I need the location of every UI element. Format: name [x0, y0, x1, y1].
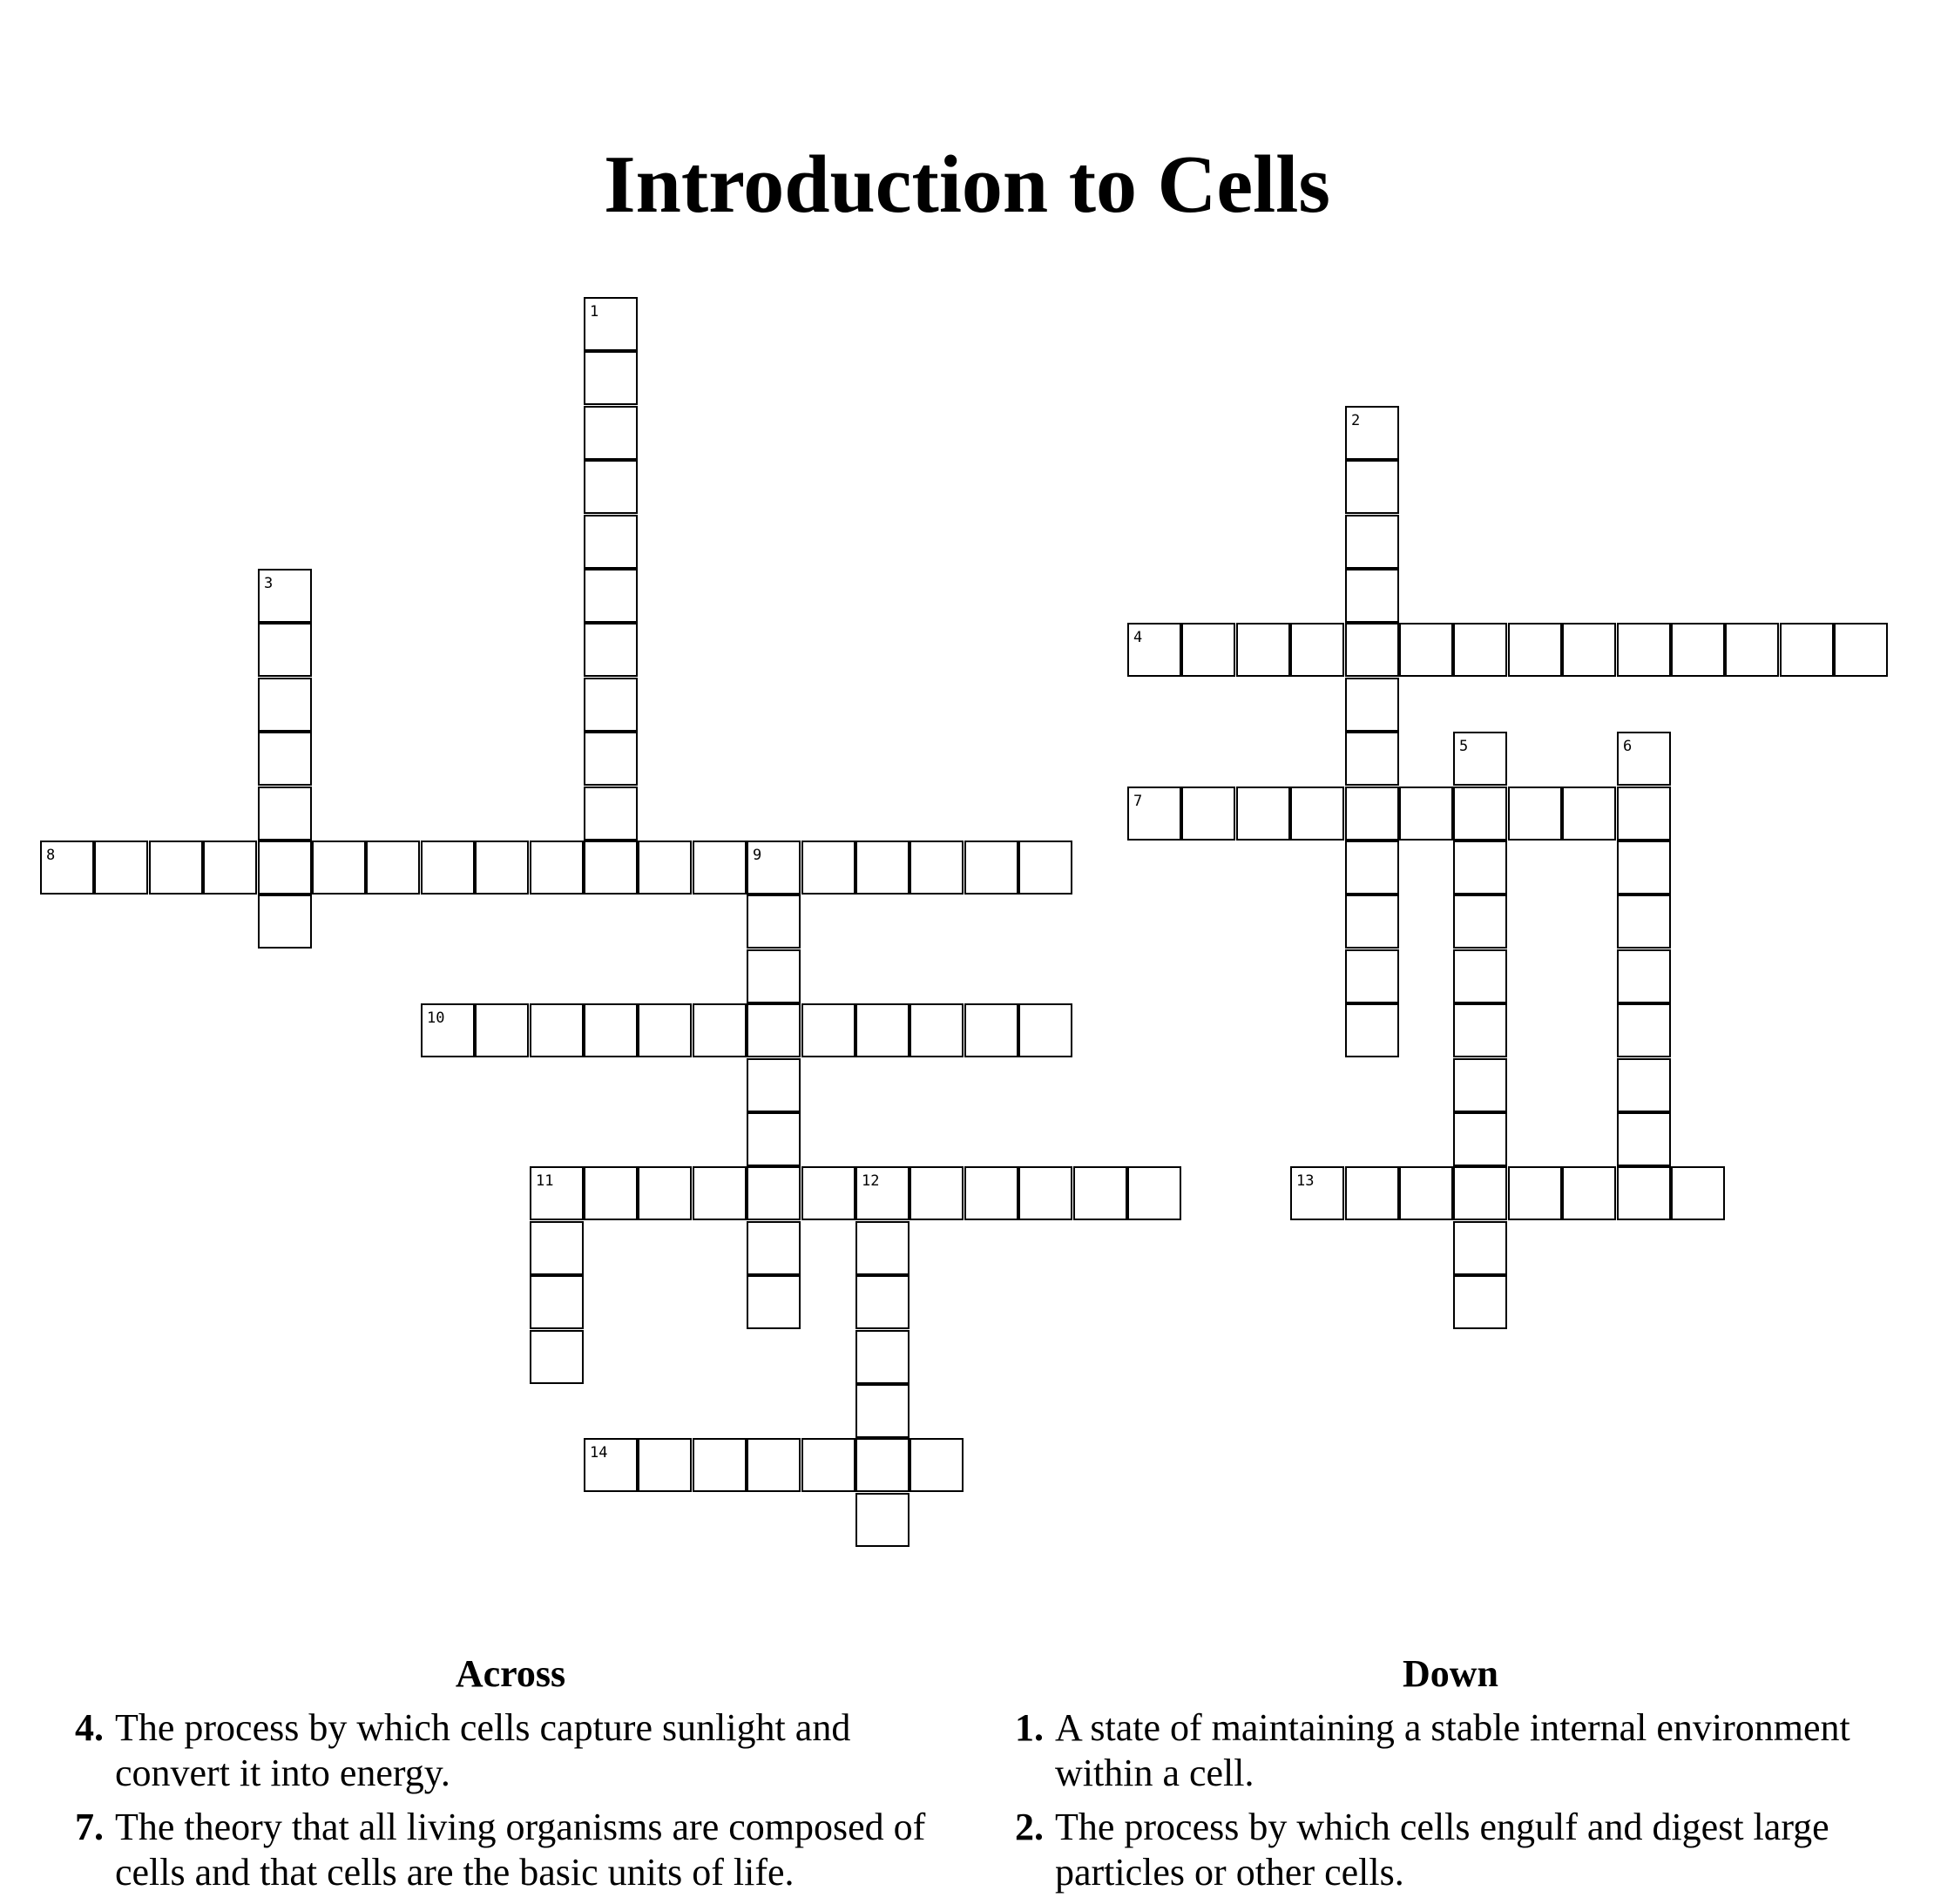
crossword-cell[interactable] [638, 1166, 692, 1220]
crossword-cell[interactable] [855, 1221, 910, 1275]
crossword-cell[interactable] [584, 787, 638, 841]
crossword-cell[interactable] [855, 1384, 910, 1438]
crossword-cell[interactable] [693, 841, 747, 895]
crossword-cell[interactable] [1345, 841, 1399, 895]
crossword-cell[interactable] [1453, 732, 1507, 786]
crossword-cell[interactable] [1453, 623, 1507, 677]
crossword-cell[interactable] [638, 1438, 692, 1492]
crossword-cell[interactable] [1562, 1166, 1616, 1220]
down-heading: Down [1402, 1652, 1499, 1695]
crossword-cell[interactable] [910, 1166, 964, 1220]
crossword-cell[interactable] [584, 297, 638, 351]
crossword-cell[interactable] [1453, 787, 1507, 841]
crossword-cell[interactable] [855, 1166, 910, 1220]
crossword-cell[interactable] [1453, 1112, 1507, 1166]
crossword-cell[interactable] [1345, 949, 1399, 1003]
clue-number-label: 14 [590, 1444, 608, 1462]
crossword-cell[interactable] [94, 841, 148, 895]
crossword-cell[interactable] [747, 1166, 801, 1220]
crossword-cell[interactable] [584, 1166, 638, 1220]
crossword-cell[interactable] [1236, 787, 1290, 841]
crossword-cell[interactable] [1345, 623, 1399, 677]
crossword-cell[interactable] [584, 460, 638, 514]
crossword-cell[interactable] [855, 841, 910, 895]
clue-number-label: 10 [427, 1009, 445, 1027]
crossword-cell[interactable] [584, 1438, 638, 1492]
crossword-cell[interactable] [1562, 787, 1616, 841]
crossword-cell[interactable] [747, 895, 801, 949]
crossword-cell[interactable] [530, 1330, 584, 1384]
crossword-cell[interactable] [1345, 1166, 1399, 1220]
crossword-cell[interactable] [1399, 623, 1453, 677]
crossword-cell[interactable] [1453, 895, 1507, 949]
crossword-cell[interactable] [638, 841, 692, 895]
crossword-cell[interactable] [1508, 623, 1562, 677]
clue-number-label: 8 [46, 847, 56, 864]
crossword-cell[interactable] [1345, 732, 1399, 786]
crossword-cell[interactable] [584, 732, 638, 786]
clue-number: 4. [75, 1706, 104, 1749]
crossword-cell[interactable] [747, 841, 801, 895]
crossword-cell[interactable] [910, 1438, 964, 1492]
crossword-cell[interactable] [1018, 1166, 1072, 1220]
crossword-cell[interactable] [1018, 841, 1072, 895]
crossword-cell[interactable] [1671, 623, 1725, 677]
crossword-cell[interactable] [1399, 1166, 1453, 1220]
crossword-cell[interactable] [801, 1003, 855, 1057]
crossword-cell[interactable] [1617, 895, 1671, 949]
crossword-cell[interactable] [1617, 1112, 1671, 1166]
crossword-cell[interactable] [1345, 406, 1399, 460]
crossword-cell[interactable] [1617, 949, 1671, 1003]
crossword-cell[interactable] [801, 841, 855, 895]
crossword-cell[interactable] [530, 841, 584, 895]
crossword-cell[interactable] [421, 1003, 475, 1057]
crossword-cell[interactable] [258, 678, 312, 732]
crossword-cell[interactable] [584, 515, 638, 569]
crossword-cell[interactable] [1236, 623, 1290, 677]
crossword-cell[interactable] [747, 949, 801, 1003]
crossword-cell[interactable] [366, 841, 420, 895]
crossword-cell[interactable] [258, 841, 312, 895]
clue-number-label: 7 [1133, 793, 1143, 810]
crossword-cell[interactable] [584, 678, 638, 732]
clue-number: 7. [75, 1806, 104, 1848]
crossword-cell[interactable] [530, 1221, 584, 1275]
crossword-cell[interactable] [1345, 895, 1399, 949]
clue-text: The process by which cells capture sunlight and convert it into energy. [115, 1706, 851, 1794]
crossword-cell[interactable] [1127, 1166, 1181, 1220]
across-clues [75, 1652, 946, 1904]
crossword-cell[interactable] [910, 841, 964, 895]
crossword-cell[interactable] [421, 841, 475, 895]
crossword-cell[interactable] [1562, 623, 1616, 677]
crossword-cell[interactable] [1345, 569, 1399, 623]
crossword-cell[interactable] [584, 406, 638, 460]
clue-number-label: 4 [1133, 629, 1143, 646]
crossword-cell[interactable] [1073, 1166, 1127, 1220]
crossword-cell[interactable] [1508, 787, 1562, 841]
clue-text: A state of maintaining a stable internal environment within a cell. [1055, 1706, 1850, 1794]
crossword-cell[interactable] [1617, 1058, 1671, 1112]
crossword-cell[interactable] [693, 1438, 747, 1492]
crossword-cell[interactable] [964, 841, 1018, 895]
clue-down-2 [1015, 1805, 1886, 1895]
crossword-cell[interactable] [584, 623, 638, 677]
clue-number-label: 6 [1623, 738, 1633, 755]
crossword-cell[interactable] [1345, 460, 1399, 514]
crossword-cell[interactable] [1290, 787, 1344, 841]
crossword-cell[interactable] [1725, 623, 1779, 677]
crossword-cell[interactable] [1453, 1166, 1507, 1220]
crossword-cell[interactable] [40, 841, 94, 895]
clue-number-label: 13 [1296, 1172, 1315, 1190]
crossword-cell[interactable] [530, 1166, 584, 1220]
crossword-cell[interactable] [1453, 1275, 1507, 1329]
crossword-cell[interactable] [475, 841, 529, 895]
crossword-cell[interactable] [747, 1275, 801, 1329]
crossword-cell[interactable] [584, 351, 638, 405]
crossword-cell[interactable] [1345, 678, 1399, 732]
clue-number: 1. [1015, 1706, 1044, 1749]
crossword-cell[interactable] [258, 732, 312, 786]
crossword-cell[interactable] [747, 1221, 801, 1275]
crossword-cell[interactable] [149, 841, 203, 895]
crossword-cell[interactable] [1453, 1058, 1507, 1112]
crossword-cell[interactable] [1617, 1166, 1671, 1220]
crossword-cell[interactable] [964, 1003, 1018, 1057]
clue-number-label: 3 [264, 575, 274, 592]
crossword-cell[interactable] [855, 1275, 910, 1329]
crossword-cell[interactable] [747, 1438, 801, 1492]
crossword-cell[interactable] [1181, 623, 1235, 677]
crossword-cell[interactable] [258, 623, 312, 677]
crossword-cell[interactable] [584, 1003, 638, 1057]
crossword-cell[interactable] [584, 841, 638, 895]
crossword-cell[interactable] [801, 1166, 855, 1220]
crossword-cell[interactable] [1018, 1003, 1072, 1057]
page-title: Introduction to Cells [604, 139, 1330, 230]
crossword-cell[interactable] [1127, 623, 1181, 677]
crossword-cell[interactable] [693, 1003, 747, 1057]
crossword-cell[interactable] [747, 1058, 801, 1112]
crossword-cell[interactable] [1290, 1166, 1344, 1220]
clue-number-label: 11 [536, 1172, 554, 1190]
crossword-cell[interactable] [530, 1003, 584, 1057]
crossword-cell[interactable] [1453, 1221, 1507, 1275]
crossword-cell[interactable] [584, 569, 638, 623]
clue-number-label: 2 [1351, 412, 1361, 429]
crossword-cell[interactable] [964, 1166, 1018, 1220]
crossword-cell[interactable] [910, 1003, 964, 1057]
clue-number-label: 9 [753, 847, 762, 864]
crossword-cell[interactable] [1508, 1166, 1562, 1220]
clue-text: The process by which cells engulf and digest large particles or other cells. [1055, 1806, 1829, 1894]
crossword-cell[interactable] [1617, 787, 1671, 841]
crossword-cell[interactable] [312, 841, 366, 895]
clue-number: 2. [1015, 1806, 1044, 1848]
crossword-cell[interactable] [1617, 732, 1671, 786]
clue-across-4 [75, 1705, 946, 1796]
crossword-cell[interactable] [475, 1003, 529, 1057]
clue-number-label: 1 [590, 303, 599, 321]
crossword-cell[interactable] [1834, 623, 1888, 677]
crossword-cell[interactable] [855, 1438, 910, 1492]
crossword-cell[interactable] [855, 1493, 910, 1547]
crossword-cell[interactable] [530, 1275, 584, 1329]
crossword-cell[interactable] [1345, 515, 1399, 569]
crossword-cell[interactable] [1399, 787, 1453, 841]
crossword-cell[interactable] [747, 1003, 801, 1057]
crossword-cell[interactable] [1780, 623, 1834, 677]
crossword-cell[interactable] [1345, 787, 1399, 841]
crossword-cell[interactable] [258, 895, 312, 949]
crossword-cell[interactable] [1671, 1166, 1725, 1220]
crossword-cell[interactable] [855, 1003, 910, 1057]
crossword-cell[interactable] [258, 569, 312, 623]
crossword-cell[interactable] [1453, 1003, 1507, 1057]
crossword-cell[interactable] [1127, 787, 1181, 841]
crossword-cell[interactable] [855, 1330, 910, 1384]
crossword-cell[interactable] [1617, 841, 1671, 895]
crossword-cell[interactable] [638, 1003, 692, 1057]
clue-down-1 [1015, 1705, 1886, 1796]
crossword-cell[interactable] [203, 841, 257, 895]
crossword-cell[interactable] [258, 787, 312, 841]
crossword-cell[interactable] [1290, 623, 1344, 677]
crossword-cell[interactable] [1181, 787, 1235, 841]
crossword-cell[interactable] [1617, 623, 1671, 677]
across-heading: Across [455, 1652, 566, 1695]
crossword-cell[interactable] [1453, 949, 1507, 1003]
crossword-cell[interactable] [747, 1112, 801, 1166]
crossword-cell[interactable] [693, 1166, 747, 1220]
crossword-cell[interactable] [1345, 1003, 1399, 1057]
crossword-cell[interactable] [801, 1438, 855, 1492]
crossword-cell[interactable] [1453, 841, 1507, 895]
clue-text: The theory that all living organisms are composed of cells and that cells are the basic units of life. [115, 1806, 926, 1894]
crossword-cell[interactable] [1617, 1003, 1671, 1057]
down-clues [1015, 1652, 1886, 1904]
clue-number-label: 5 [1459, 738, 1469, 755]
clue-across-7 [75, 1805, 946, 1895]
clue-number-label: 12 [862, 1172, 880, 1190]
